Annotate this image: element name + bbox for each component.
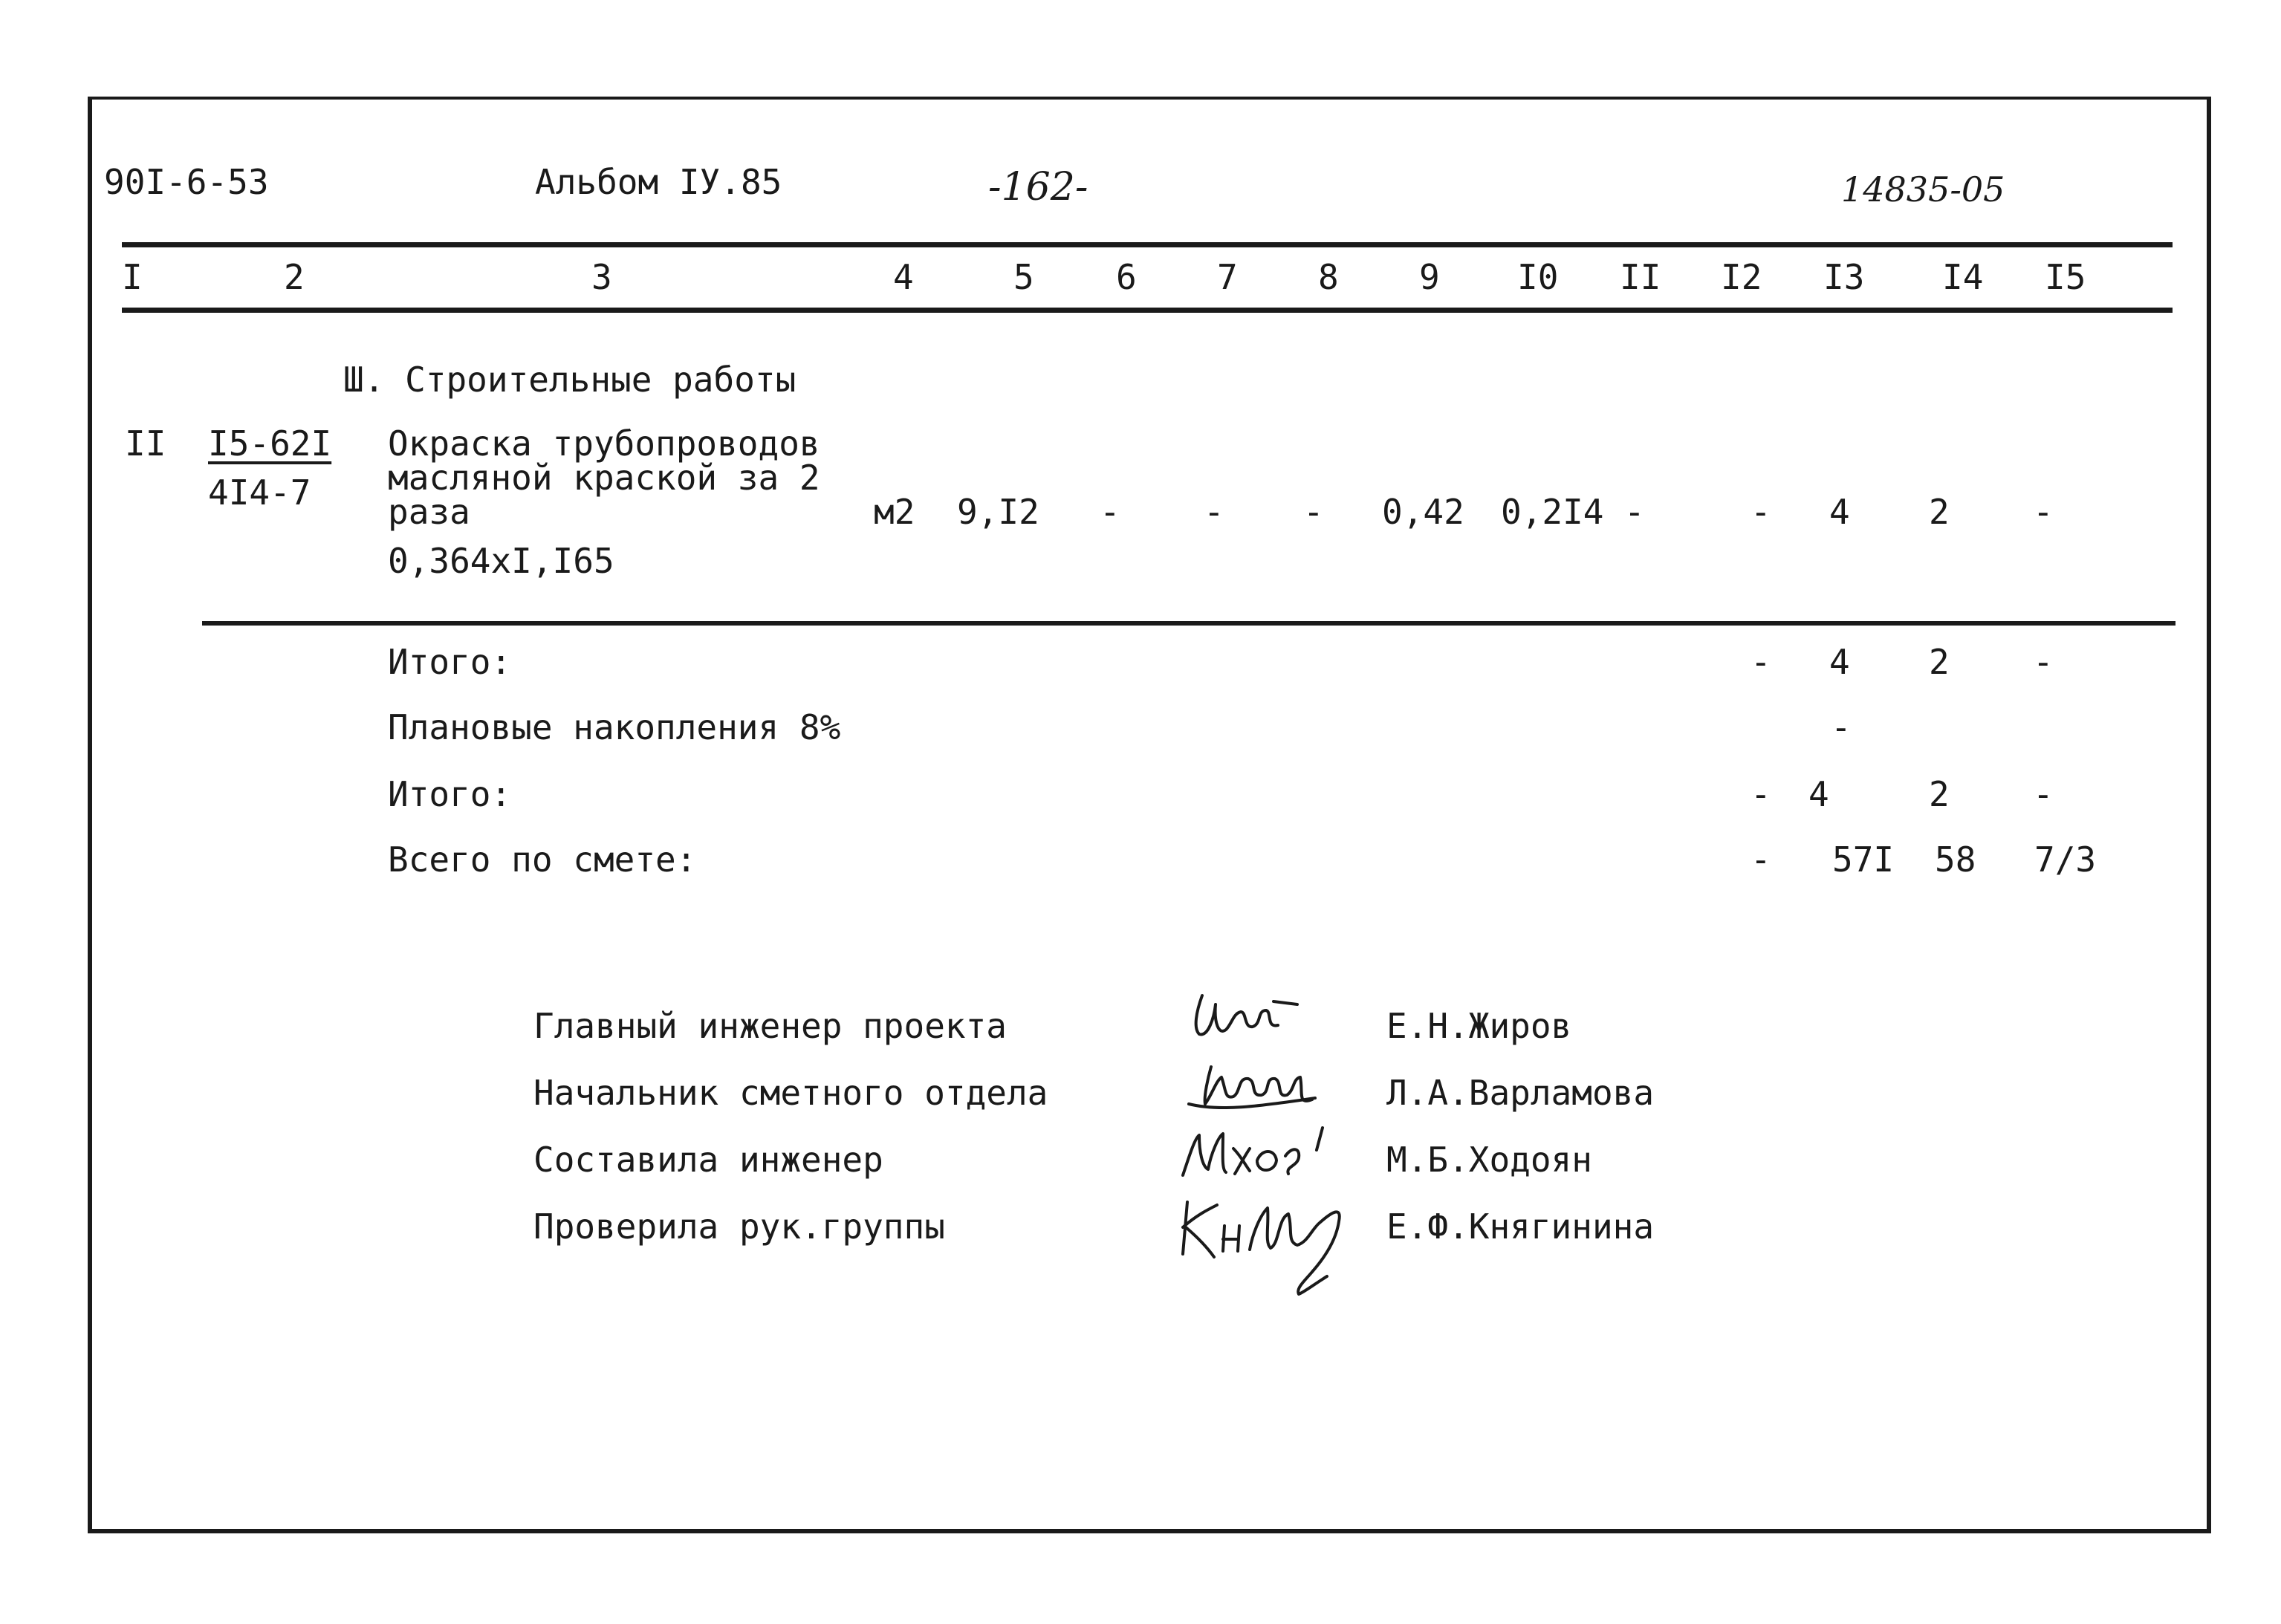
totals-rule — [202, 621, 2175, 626]
item-col9: 0,42 — [1382, 492, 1464, 532]
totals-col15: 7/3 — [2034, 839, 2097, 880]
col-header: I4 — [1942, 257, 1984, 297]
header-top-rule — [122, 242, 2173, 247]
col-header: 8 — [1318, 257, 1339, 297]
totals-col12: - — [1751, 839, 1771, 880]
col-header: II — [1620, 257, 1661, 297]
item-col10: 0,2I4 — [1501, 492, 1604, 532]
col-header: 3 — [591, 257, 612, 297]
signature-stroke — [1196, 995, 1297, 1034]
signature-role: Проверила рук.группы — [533, 1206, 945, 1247]
totals-label: Всего по смете: — [388, 839, 697, 880]
col-header: 2 — [284, 257, 305, 297]
item-col11: - — [1624, 492, 1645, 532]
item-col6: - — [1100, 492, 1120, 532]
signature-name: М.Б.Ходоян — [1386, 1140, 1592, 1180]
signature-stroke — [1183, 1202, 1340, 1294]
col-header: 6 — [1116, 257, 1137, 297]
signature-name: Е.Ф.Княгинина — [1386, 1206, 1655, 1247]
totals-col12: - — [1751, 774, 1771, 814]
item-col14: 2 — [1929, 492, 1950, 532]
col-header: 5 — [1013, 257, 1034, 297]
totals-col15: - — [2033, 642, 2054, 682]
album-title: Альбом IУ.85 — [535, 162, 782, 202]
item-unit: м2 — [874, 492, 915, 532]
item-description-line: раза — [388, 492, 470, 532]
document-code: 90I-6-53 — [104, 162, 269, 202]
item-col7: - — [1204, 492, 1224, 532]
totals-label: Итого: — [388, 774, 512, 814]
col-header: 7 — [1217, 257, 1238, 297]
totals-col14: 58 — [1935, 839, 1976, 880]
col-header: I3 — [1823, 257, 1865, 297]
col-header: I2 — [1721, 257, 1762, 297]
totals-col14: 2 — [1929, 774, 1950, 814]
col-header: I — [122, 257, 143, 297]
totals-col14: 2 — [1929, 642, 1950, 682]
totals-col13: - — [1831, 707, 1852, 747]
totals-label: Плановые накопления 8% — [388, 707, 841, 747]
item-description — [388, 423, 820, 532]
signature-stroke — [1183, 1128, 1323, 1175]
totals-col15: - — [2033, 774, 2054, 814]
col-header: 9 — [1419, 257, 1440, 297]
header-bottom-rule — [122, 308, 2173, 313]
item-formula: 0,364xI,I65 — [388, 541, 614, 581]
item-code-top: I5-62I — [208, 423, 332, 464]
item-number: II — [125, 423, 166, 464]
totals-label: Итого: — [388, 642, 512, 682]
page-number: -162- — [988, 165, 1088, 210]
item-col12: - — [1751, 492, 1771, 532]
item-description-line: Окраска трубопроводов — [388, 423, 820, 464]
totals-col13: 4 — [1808, 774, 1829, 814]
item-description-line: масляной краской за 2 — [388, 458, 820, 498]
item-col13: 4 — [1829, 492, 1850, 532]
col-header: I5 — [2045, 257, 2086, 297]
col-header: 4 — [893, 257, 914, 297]
signature-role: Составила инженер — [533, 1140, 883, 1180]
item-col15: - — [2033, 492, 2054, 532]
section-title: Ш. Строительные работы — [343, 360, 796, 400]
item-quantity: 9,I2 — [957, 492, 1039, 532]
signature-name: Л.А.Варламова — [1386, 1073, 1655, 1113]
totals-col13: 4 — [1829, 642, 1850, 682]
totals-col13: 57I — [1832, 839, 1895, 880]
signature-role: Начальник сметного отдела — [533, 1073, 1048, 1113]
handwritten-signatures — [1167, 966, 1389, 1308]
col-header: I0 — [1517, 257, 1559, 297]
signature-role: Главный инженер проекта — [533, 1006, 1007, 1046]
signature-stroke — [1189, 1067, 1315, 1108]
totals-col12: - — [1751, 642, 1771, 682]
item-col8: - — [1303, 492, 1324, 532]
signature-name: Е.Н.Жиров — [1386, 1006, 1572, 1046]
document-number: 14835-05 — [1841, 169, 2005, 210]
item-code-bottom: 4I4-7 — [208, 472, 311, 513]
